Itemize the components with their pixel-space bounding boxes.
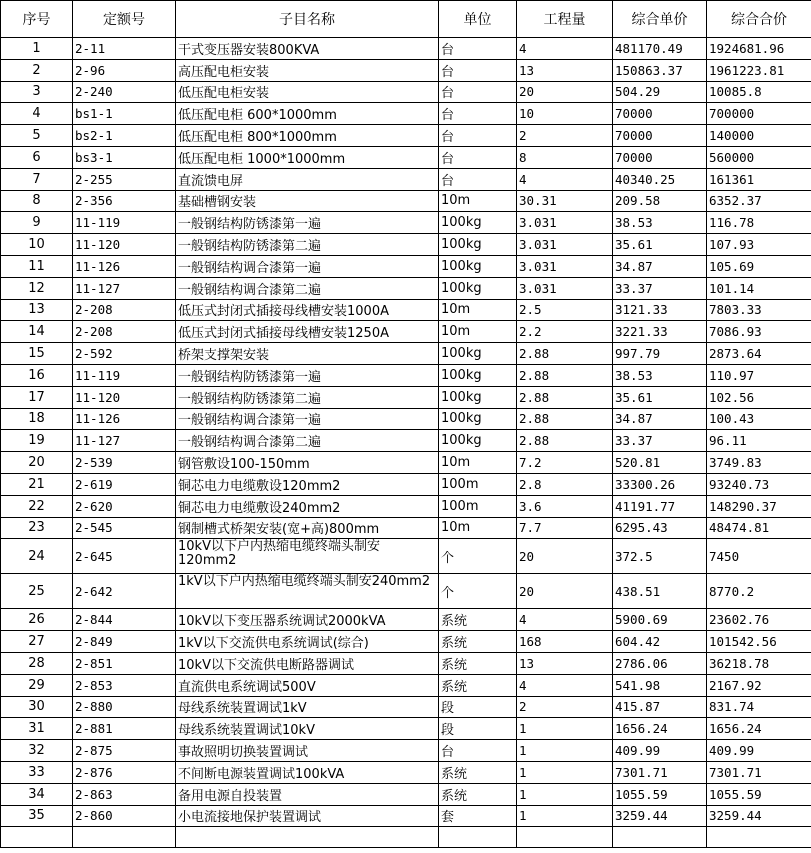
cell-quota-no[interactable]: 11-120 — [73, 234, 176, 256]
cell-quantity[interactable]: 4 — [517, 168, 613, 190]
cell-total-price[interactable]: 101.14 — [707, 277, 811, 299]
cell-unit-price[interactable]: 35.61 — [613, 234, 707, 256]
cell-total-price[interactable]: 6352.37 — [707, 190, 811, 212]
cell-quantity[interactable]: 1 — [517, 805, 613, 827]
cell-unit-price[interactable]: 2786.06 — [613, 652, 707, 674]
cell-unit[interactable]: 系统 — [439, 783, 517, 805]
table-row — [1, 452, 811, 474]
cell-quantity[interactable]: 7.7 — [517, 517, 613, 539]
cell-seq[interactable]: 4 — [1, 103, 73, 125]
cell-item-name[interactable]: 基础槽钢安装 — [176, 190, 439, 212]
cell-total-price[interactable]: 93240.73 — [707, 473, 811, 495]
empty-cell[interactable] — [613, 827, 707, 848]
cell-unit-price[interactable]: 70000 — [613, 146, 707, 168]
cell-quantity[interactable]: 13 — [517, 652, 613, 674]
cell-quantity[interactable]: 7.2 — [517, 452, 613, 474]
cell-item-name[interactable]: 10kV以下变压器系统调试2000kVA — [176, 609, 439, 631]
table-row — [1, 81, 811, 103]
cell-unit[interactable]: 台 — [439, 740, 517, 762]
table-row — [1, 146, 811, 168]
cell-item-name[interactable]: 一般钢结构调合漆第二遍 — [176, 277, 439, 299]
cell-unit-price[interactable]: 38.53 — [613, 364, 707, 386]
cell-unit[interactable]: 100kg — [439, 364, 517, 386]
cell-unit-price[interactable]: 34.87 — [613, 255, 707, 277]
cell-item-name[interactable]: 10kV以下交流供电断路器调试 — [176, 652, 439, 674]
cell-seq[interactable]: 5 — [1, 125, 73, 147]
cell-total-price[interactable]: 1055.59 — [707, 783, 811, 805]
cell-quantity[interactable]: 2.88 — [517, 408, 613, 430]
table-row — [1, 805, 811, 827]
cell-seq[interactable]: 13 — [1, 299, 73, 321]
cell-seq[interactable]: 31 — [1, 718, 73, 740]
cell-item-name[interactable]: 钢管敷设100-150mm — [176, 452, 439, 474]
cell-item-name[interactable]: 母线系统装置调试1kV — [176, 696, 439, 718]
table-row — [1, 386, 811, 408]
cell-unit[interactable]: 台 — [439, 38, 517, 60]
cell-quantity[interactable]: 3.031 — [517, 255, 613, 277]
table-row — [1, 299, 811, 321]
cell-quantity[interactable]: 2 — [517, 125, 613, 147]
cell-item-name[interactable]: 备用电源自投装置 — [176, 783, 439, 805]
cell-seq[interactable]: 1 — [1, 38, 73, 60]
cell-item-name[interactable]: 低压式封闭式插接母线槽安装1250A — [176, 321, 439, 343]
table-row — [1, 168, 811, 190]
header-row — [1, 1, 811, 38]
cell-quota-no[interactable]: 11-127 — [73, 430, 176, 452]
cell-unit-price[interactable]: 372.5 — [613, 539, 707, 574]
table-row — [1, 103, 811, 125]
cell-unit-price[interactable]: 33.37 — [613, 430, 707, 452]
cell-item-name[interactable]: 低压配电柜 1000*1000mm — [176, 146, 439, 168]
cell-seq[interactable]: 32 — [1, 740, 73, 762]
cell-item-name[interactable]: 一般钢结构防锈漆第一遍 — [176, 364, 439, 386]
cell-unit-price[interactable]: 6295.43 — [613, 517, 707, 539]
cell-seq[interactable]: 20 — [1, 452, 73, 474]
cell-item-name[interactable]: 一般钢结构防锈漆第二遍 — [176, 234, 439, 256]
cell-unit[interactable]: 台 — [439, 59, 517, 81]
cell-seq[interactable]: 23 — [1, 517, 73, 539]
table-row — [1, 517, 811, 539]
cell-total-price[interactable]: 102.56 — [707, 386, 811, 408]
cell-total-price[interactable]: 110.97 — [707, 364, 811, 386]
cell-quantity[interactable]: 1 — [517, 761, 613, 783]
table-row — [1, 59, 811, 81]
cell-item-name[interactable]: 一般钢结构调合漆第二遍 — [176, 430, 439, 452]
cell-unit-price[interactable]: 520.81 — [613, 452, 707, 474]
cell-item-name[interactable]: 一般钢结构防锈漆第二遍 — [176, 386, 439, 408]
cell-quota-no[interactable]: 2-592 — [73, 343, 176, 365]
cell-unit-price[interactable]: 34.87 — [613, 408, 707, 430]
cell-item-name[interactable]: 母线系统装置调试10kV — [176, 718, 439, 740]
cell-item-name[interactable]: 一般钢结构调合漆第一遍 — [176, 408, 439, 430]
cell-unit-price[interactable]: 209.58 — [613, 190, 707, 212]
table-row — [1, 473, 811, 495]
cell-unit-price[interactable]: 35.61 — [613, 386, 707, 408]
cell-unit[interactable]: 100kg — [439, 255, 517, 277]
table-row — [1, 255, 811, 277]
cell-unit-price[interactable]: 1656.24 — [613, 718, 707, 740]
cell-unit-price[interactable]: 997.79 — [613, 343, 707, 365]
cell-quantity[interactable]: 2 — [517, 696, 613, 718]
cell-quota-no[interactable]: 11-126 — [73, 408, 176, 430]
cell-quota-no[interactable]: 2-545 — [73, 517, 176, 539]
cell-quota-no[interactable]: 11-119 — [73, 364, 176, 386]
cell-quantity[interactable]: 3.031 — [517, 277, 613, 299]
cell-unit[interactable]: 段 — [439, 696, 517, 718]
header-unit-price[interactable]: 综合单价 — [613, 1, 707, 38]
cell-quota-no[interactable]: 2-880 — [73, 696, 176, 718]
cell-total-price[interactable]: 3749.83 — [707, 452, 811, 474]
table-row — [1, 38, 811, 60]
cell-unit[interactable]: 系统 — [439, 652, 517, 674]
table-row — [1, 631, 811, 653]
cell-total-price[interactable]: 7301.71 — [707, 761, 811, 783]
cell-unit[interactable]: 10m — [439, 190, 517, 212]
cell-unit[interactable]: 10m — [439, 321, 517, 343]
cell-item-name[interactable]: 直流馈电屏 — [176, 168, 439, 190]
cell-seq[interactable]: 26 — [1, 609, 73, 631]
cell-seq[interactable]: 9 — [1, 212, 73, 234]
cell-seq[interactable]: 11 — [1, 255, 73, 277]
cell-seq[interactable]: 6 — [1, 146, 73, 168]
cell-quantity[interactable]: 1 — [517, 718, 613, 740]
cell-quota-no[interactable]: 2-619 — [73, 473, 176, 495]
cell-quantity[interactable]: 1 — [517, 740, 613, 762]
cell-total-price[interactable]: 100.43 — [707, 408, 811, 430]
cell-unit[interactable]: 100kg — [439, 234, 517, 256]
cell-total-price[interactable]: 10085.8 — [707, 81, 811, 103]
cell-quota-no[interactable]: 2-620 — [73, 495, 176, 517]
cell-unit[interactable]: 系统 — [439, 674, 517, 696]
cell-quota-no[interactable]: 2-208 — [73, 299, 176, 321]
cell-quota-no[interactable]: 2-876 — [73, 761, 176, 783]
table-row — [1, 343, 811, 365]
cell-seq[interactable]: 24 — [1, 539, 73, 574]
cell-unit[interactable]: 100kg — [439, 343, 517, 365]
cell-quantity[interactable]: 2.2 — [517, 321, 613, 343]
cell-quantity[interactable]: 4 — [517, 38, 613, 60]
cell-seq[interactable]: 25 — [1, 574, 73, 609]
cell-unit-price[interactable]: 70000 — [613, 103, 707, 125]
table-row — [1, 234, 811, 256]
cell-quantity[interactable]: 10 — [517, 103, 613, 125]
cell-seq[interactable]: 15 — [1, 343, 73, 365]
cell-unit[interactable]: 台 — [439, 146, 517, 168]
cell-total-price[interactable]: 1961223.81 — [707, 59, 811, 81]
cell-seq[interactable]: 21 — [1, 473, 73, 495]
cell-item-name[interactable]: 低压配电柜 800*1000mm — [176, 125, 439, 147]
cell-unit[interactable]: 10m — [439, 517, 517, 539]
cell-unit[interactable]: 100m — [439, 473, 517, 495]
cell-item-name[interactable]: 低压式封闭式插接母线槽安装1000A — [176, 299, 439, 321]
table-row — [1, 574, 811, 609]
cell-seq[interactable]: 7 — [1, 168, 73, 190]
cell-quota-no[interactable]: 2-539 — [73, 452, 176, 474]
cell-seq[interactable]: 29 — [1, 674, 73, 696]
cell-unit[interactable]: 100m — [439, 495, 517, 517]
cell-seq[interactable]: 16 — [1, 364, 73, 386]
cell-item-name[interactable]: 铜芯电力电缆敷设240mm2 — [176, 495, 439, 517]
cell-total-price[interactable]: 48474.81 — [707, 517, 811, 539]
cell-total-price[interactable]: 7450 — [707, 539, 811, 574]
table-row — [1, 408, 811, 430]
table-row — [1, 761, 811, 783]
cell-quota-no[interactable]: 2-208 — [73, 321, 176, 343]
cell-quantity[interactable]: 3.6 — [517, 495, 613, 517]
table-row — [1, 212, 811, 234]
cell-quantity[interactable]: 2.88 — [517, 386, 613, 408]
cell-unit[interactable]: 台 — [439, 103, 517, 125]
cell-total-price[interactable]: 409.99 — [707, 740, 811, 762]
cell-unit-price[interactable]: 33.37 — [613, 277, 707, 299]
header-quantity[interactable]: 工程量 — [517, 1, 613, 38]
cell-quota-no[interactable]: 2-356 — [73, 190, 176, 212]
table-body — [1, 38, 811, 848]
cell-seq[interactable]: 34 — [1, 783, 73, 805]
cell-quantity[interactable]: 4 — [517, 674, 613, 696]
cell-total-price[interactable]: 101542.56 — [707, 631, 811, 653]
cell-quantity[interactable]: 3.031 — [517, 234, 613, 256]
table-row — [1, 495, 811, 517]
cell-item-name[interactable]: 一般钢结构调合漆第一遍 — [176, 255, 439, 277]
table-row — [1, 652, 811, 674]
cell-seq[interactable]: 14 — [1, 321, 73, 343]
cell-quantity[interactable]: 3.031 — [517, 212, 613, 234]
cell-seq[interactable]: 17 — [1, 386, 73, 408]
cell-unit[interactable]: 段 — [439, 718, 517, 740]
cell-quota-no[interactable]: bs3-1 — [73, 146, 176, 168]
table-row — [1, 539, 811, 574]
table-row — [1, 609, 811, 631]
cell-total-price[interactable]: 8770.2 — [707, 574, 811, 609]
cell-quota-no[interactable]: bs1-1 — [73, 103, 176, 125]
cell-unit[interactable]: 系统 — [439, 761, 517, 783]
table-row — [1, 364, 811, 386]
cell-item-name[interactable]: 一般钢结构防锈漆第一遍 — [176, 212, 439, 234]
cell-item-name[interactable]: 小电流接地保护装置调试 — [176, 805, 439, 827]
cell-total-price[interactable]: 96.11 — [707, 430, 811, 452]
cell-total-price[interactable]: 2167.92 — [707, 674, 811, 696]
cell-item-name[interactable]: 事故照明切换装置调试 — [176, 740, 439, 762]
cell-unit[interactable]: 100kg — [439, 408, 517, 430]
cell-item-name[interactable]: 干式变压器安装800KVA — [176, 38, 439, 60]
cell-total-price[interactable]: 7086.93 — [707, 321, 811, 343]
cell-quota-no[interactable]: 11-126 — [73, 255, 176, 277]
cell-unit[interactable]: 个 — [439, 539, 517, 574]
cell-quota-no[interactable]: 11-120 — [73, 386, 176, 408]
cell-seq[interactable]: 10 — [1, 234, 73, 256]
cell-quota-no[interactable]: 2-851 — [73, 652, 176, 674]
cell-quota-no[interactable]: 2-642 — [73, 574, 176, 609]
cell-quantity[interactable]: 168 — [517, 631, 613, 653]
cell-unit[interactable]: 系统 — [439, 609, 517, 631]
header-item-name[interactable]: 子目名称 — [176, 1, 439, 38]
empty-cell[interactable] — [707, 827, 811, 848]
cell-unit-price[interactable]: 3259.44 — [613, 805, 707, 827]
cell-unit[interactable]: 台 — [439, 125, 517, 147]
cell-unit[interactable]: 10m — [439, 299, 517, 321]
cell-total-price[interactable]: 7803.33 — [707, 299, 811, 321]
cell-seq[interactable]: 12 — [1, 277, 73, 299]
table-row — [1, 740, 811, 762]
cell-unit[interactable]: 套 — [439, 805, 517, 827]
cell-item-name[interactable]: 钢制槽式桥架安装(宽+高)800mm — [176, 517, 439, 539]
cell-unit-price[interactable]: 481170.49 — [613, 38, 707, 60]
cell-unit[interactable]: 100kg — [439, 430, 517, 452]
cell-seq[interactable]: 33 — [1, 761, 73, 783]
cell-seq[interactable]: 22 — [1, 495, 73, 517]
cell-unit-price[interactable]: 38.53 — [613, 212, 707, 234]
table-row — [1, 430, 811, 452]
cell-total-price[interactable]: 1924681.96 — [707, 38, 811, 60]
cell-quantity[interactable]: 2.88 — [517, 364, 613, 386]
cell-quota-no[interactable]: bs2-1 — [73, 125, 176, 147]
cell-unit-price[interactable]: 504.29 — [613, 81, 707, 103]
cell-seq[interactable]: 3 — [1, 81, 73, 103]
cell-quota-no[interactable]: 11-127 — [73, 277, 176, 299]
cell-quota-no[interactable]: 2-844 — [73, 609, 176, 631]
cell-unit[interactable]: 台 — [439, 81, 517, 103]
cell-quota-no[interactable]: 2-863 — [73, 783, 176, 805]
cell-quota-no[interactable]: 2-853 — [73, 674, 176, 696]
empty-cell[interactable] — [176, 827, 439, 848]
cell-item-name[interactable]: 不间断电源装置调试100kVA — [176, 761, 439, 783]
empty-cell[interactable] — [517, 827, 613, 848]
cell-unit-price[interactable]: 409.99 — [613, 740, 707, 762]
cell-quantity[interactable]: 20 — [517, 574, 613, 609]
cell-item-name[interactable]: 10kV以下户内热缩电缆终端头制安120mm2 — [176, 539, 439, 574]
cell-item-name[interactable]: 低压配电柜安装 — [176, 81, 439, 103]
cell-quantity[interactable]: 20 — [517, 539, 613, 574]
cell-quantity[interactable]: 20 — [517, 81, 613, 103]
cell-item-name[interactable]: 桥架支撑架安装 — [176, 343, 439, 365]
cell-quota-no[interactable]: 2-860 — [73, 805, 176, 827]
cell-unit-price[interactable]: 41191.77 — [613, 495, 707, 517]
cell-seq[interactable]: 2 — [1, 59, 73, 81]
header-total-price[interactable]: 综合合价 — [707, 1, 811, 38]
cell-total-price[interactable]: 161361 — [707, 168, 811, 190]
empty-cell[interactable] — [1, 827, 73, 848]
cell-quota-no[interactable]: 2-875 — [73, 740, 176, 762]
cell-total-price[interactable]: 1656.24 — [707, 718, 811, 740]
cell-seq[interactable]: 8 — [1, 190, 73, 212]
cell-unit-price[interactable]: 3121.33 — [613, 299, 707, 321]
cell-total-price[interactable]: 36218.78 — [707, 652, 811, 674]
table-row — [1, 190, 811, 212]
cell-quota-no[interactable]: 2-849 — [73, 631, 176, 653]
cell-item-name[interactable]: 1kV以下交流供电系统调试(综合) — [176, 631, 439, 653]
cell-unit-price[interactable]: 150863.37 — [613, 59, 707, 81]
cell-item-name[interactable]: 低压配电柜 600*1000mm — [176, 103, 439, 125]
header-quota-no[interactable]: 定额号 — [73, 1, 176, 38]
table-row — [1, 718, 811, 740]
cell-item-name[interactable]: 高压配电柜安装 — [176, 59, 439, 81]
cell-unit-price[interactable]: 7301.71 — [613, 761, 707, 783]
table-row — [1, 696, 811, 718]
table-row — [1, 277, 811, 299]
table-row — [1, 783, 811, 805]
cell-unit[interactable]: 台 — [439, 168, 517, 190]
cell-total-price[interactable]: 2873.64 — [707, 343, 811, 365]
cell-quota-no[interactable]: 11-119 — [73, 212, 176, 234]
cell-total-price[interactable]: 560000 — [707, 146, 811, 168]
empty-cell[interactable] — [439, 827, 517, 848]
cell-unit-price[interactable]: 1055.59 — [613, 783, 707, 805]
cell-quantity[interactable]: 2.5 — [517, 299, 613, 321]
table-row — [1, 125, 811, 147]
cell-unit[interactable]: 100kg — [439, 277, 517, 299]
cell-seq[interactable]: 27 — [1, 631, 73, 653]
cell-total-price[interactable]: 116.78 — [707, 212, 811, 234]
cell-seq[interactable]: 18 — [1, 408, 73, 430]
cell-total-price[interactable]: 3259.44 — [707, 805, 811, 827]
header-unit[interactable]: 单位 — [439, 1, 517, 38]
cell-total-price[interactable]: 105.69 — [707, 255, 811, 277]
cell-quantity[interactable]: 4 — [517, 609, 613, 631]
cell-total-price[interactable]: 148290.37 — [707, 495, 811, 517]
cell-unit[interactable]: 100kg — [439, 212, 517, 234]
cell-total-price[interactable]: 140000 — [707, 125, 811, 147]
cell-item-name[interactable]: 直流供电系统调试500V — [176, 674, 439, 696]
cell-quantity[interactable]: 8 — [517, 146, 613, 168]
table-row — [1, 674, 811, 696]
cell-unit[interactable]: 个 — [439, 574, 517, 609]
cell-unit[interactable]: 10m — [439, 452, 517, 474]
cell-unit-price[interactable]: 33300.26 — [613, 473, 707, 495]
cell-unit-price[interactable]: 604.42 — [613, 631, 707, 653]
cell-unit-price[interactable]: 5900.69 — [613, 609, 707, 631]
cell-quantity[interactable]: 2.88 — [517, 343, 613, 365]
cell-unit[interactable]: 100kg — [439, 386, 517, 408]
cell-quantity[interactable]: 1 — [517, 783, 613, 805]
cell-seq[interactable]: 30 — [1, 696, 73, 718]
cell-unit[interactable]: 系统 — [439, 631, 517, 653]
table-row — [1, 321, 811, 343]
header-seq[interactable]: 序号 — [1, 1, 73, 38]
cell-quantity[interactable]: 2.8 — [517, 473, 613, 495]
cell-seq[interactable]: 28 — [1, 652, 73, 674]
cell-quota-no[interactable]: 2-96 — [73, 59, 176, 81]
cell-quantity[interactable]: 2.88 — [517, 430, 613, 452]
empty-row — [1, 827, 811, 848]
cell-unit-price[interactable]: 3221.33 — [613, 321, 707, 343]
cell-unit-price[interactable]: 438.51 — [613, 574, 707, 609]
cell-quota-no[interactable]: 2-881 — [73, 718, 176, 740]
cell-quantity[interactable]: 30.31 — [517, 190, 613, 212]
cell-item-name[interactable]: 铜芯电力电缆敷设120mm2 — [176, 473, 439, 495]
cell-quota-no[interactable]: 2-240 — [73, 81, 176, 103]
cell-unit-price[interactable]: 415.87 — [613, 696, 707, 718]
empty-cell[interactable] — [73, 827, 176, 848]
cell-quota-no[interactable]: 2-645 — [73, 539, 176, 574]
cell-total-price[interactable]: 700000 — [707, 103, 811, 125]
cell-quota-no[interactable]: 2-11 — [73, 38, 176, 60]
cell-total-price[interactable]: 831.74 — [707, 696, 811, 718]
cell-quantity[interactable]: 13 — [517, 59, 613, 81]
cell-seq[interactable]: 35 — [1, 805, 73, 827]
cell-item-name[interactable]: 1kV以下户内热缩电缆终端头制安240mm2 — [176, 574, 439, 609]
cell-total-price[interactable]: 23602.76 — [707, 609, 811, 631]
cell-total-price[interactable]: 107.93 — [707, 234, 811, 256]
cell-unit-price[interactable]: 40340.25 — [613, 168, 707, 190]
cell-seq[interactable]: 19 — [1, 430, 73, 452]
cell-unit-price[interactable]: 541.98 — [613, 674, 707, 696]
cell-quota-no[interactable]: 2-255 — [73, 168, 176, 190]
cell-unit-price[interactable]: 70000 — [613, 125, 707, 147]
